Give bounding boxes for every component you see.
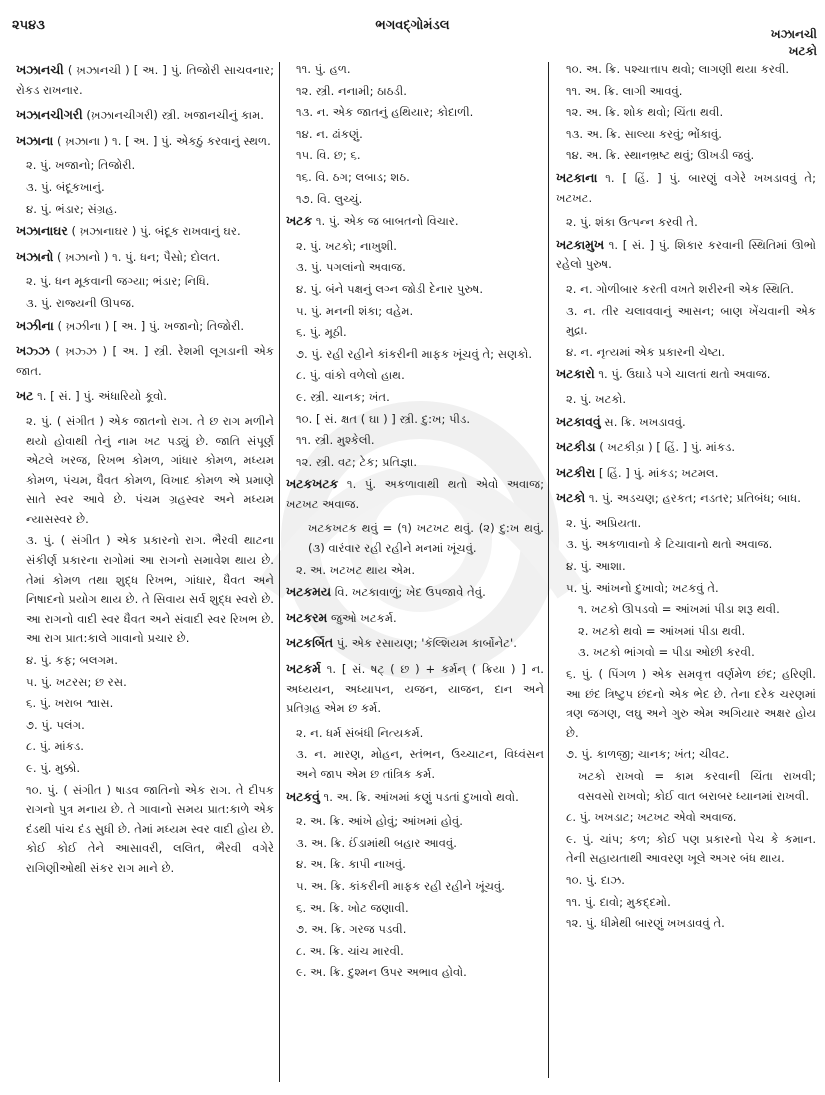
sense-line: ૯. અ. ક્રિ. દુશ્મન ઉપર અભાવ હોવો. [296,965,467,980]
sense-line: ૧૪. અ. ક્રિ. સ્થાનભ્રષ્ટ થવું; ઊખડી જવું. [566,148,755,163]
dictionary-entry [556,463,816,484]
dictionary-entry [556,412,816,433]
headword: ખટકાવવું [556,413,601,429]
idiom-line: ૧. ખટકો ઊપડવો = આંખમાં પીડા શરૂ થવી. [578,602,780,617]
dictionary-entry [286,211,544,232]
dictionary-entry [16,221,274,242]
sense-line: ૬. અ. ક્રિ. ખોટ જણાવી. [296,900,409,915]
dictionary-entry [556,488,816,509]
sense-line: ૨. પું. ખટકો. [566,391,627,406]
sense-line: ૧૧. પું. દાવો; મુકદ્દમો. [566,894,671,909]
sense-line: ૧૩. ન. એક જાતનું હથિયાર; કોદાળી. [296,105,474,120]
headword: ખટકમય [286,584,332,600]
sense-line: ૬. પું. ખરાબ શ્વાસ. [26,696,114,711]
definition-text: ( ખ઼ઝાનચી ) [ અ. ] પું. તિજોરી સાચવનાર; રોકડ રાખનાર. [16,63,274,97]
column-divider [279,62,280,1082]
page-title: ભગવદ્ગોમંડલ [375,18,450,33]
definition-text: ( ખ઼ઝીના ) [ અ. ] પું. ખજાનો; તિજોરી. [53,318,245,333]
sense-line: ૨. ન. ગોળીબાર કરતી વખતે શરીરની એક સ્થિતિ. [566,281,794,296]
definition-text: પું. એક રસાયણ; 'કૅલ્શિયમ કાર્બોનેટ'. [333,636,517,651]
sense-line: ૧૦. પું. ( સંગીત ) ષાડવ જાતિનો એક રાગ. તે દીપક રાગનો પુત્ર મનાય છે. તે ગાવાનો સમય પ્રાત:કાળે એક દંડથી પાંચ દંડ સુધી છે. તેમાં મધ્યમ સ્વર વાદી હોય છે. કોઈ કોઈ તેને આસાવરી, લલિત, ભૈરવી વગેરે રાગિણીઓથી સંકર રાગ માને છે. [26,782,274,875]
definition-text: જુઓ ખટકર્મ. [327,610,397,625]
dictionary-entry [16,131,274,152]
sense-line: ૨. અ. ખટખટ થાય એમ. [296,562,416,577]
sense-line: ૧૦. [ સં. ક્ષત ( ઘા ) ] સ્ત્રી. દુ:ખ; પીડ. [296,411,471,426]
headword: ખટકર્મ [286,661,321,677]
headword: ખટકરમ [286,609,328,625]
sense-line: ૪. પું. બંને પક્ષનું લગ્ન જોડી દેનાર પુરુષ. [296,281,484,296]
sense-line: ૬. પું. ( પિંગળ ) એક સમવૃત્ત વર્ણમેળ છંદ; હરિણી. આ છંદ ત્રિષ્ટુપ છંદનો એક ભેદ છે. તેના દરેક ચરણમાં ત્રણ જગણ, લઘુ અને ગુરુ એમ અગિયાર અક્ષર હોય છે. [566,667,816,740]
sense-line: ૩. પું. પગલાંનો અવાજ. [296,260,406,275]
sense-line: ૭. અ. ક્રિ. ગરજ પડવી. [296,922,407,937]
guide-word-last: ખટકો [788,44,817,58]
dictionary-entry [286,608,544,629]
dictionary-entry [286,659,544,719]
page-header [0,0,825,56]
sense-line: ૫. અ. ક્રિ. કાંકરીની માફક રહી રહીને ખૂંચવું. [296,878,505,893]
sense-line: ૪. પું. કફ; બલગમ. [26,653,118,668]
idiom-line: ખટકો રાખવો = કામ કરવાની ચિંતા રાખવી; વસવસો રાખવો; કોઈ વાત બરાબર ધ્યાનમાં રાખવી. [578,769,816,803]
sense-line: ૩. પું. અકળાવાનો કે ટિચાવાનો થતો અવાજ. [566,537,773,552]
dictionary-entry [286,633,544,654]
sense-line: ૧૨. સ્ત્રી. નનામી; ઠાઠડી. [296,83,407,98]
column-1 [16,60,274,881]
definition-text: ( ખ઼ઝાનાઘર ) પું. બંદૂક રાખવાનું ઘર. [67,224,241,239]
sense-line: ૪. પું. ભંડાર; સંગ્રહ. [26,201,118,216]
sense-line: ૧૧. સ્ત્રી. મુશ્કેલી. [296,433,375,448]
sense-line: ૧૬. વિ. ઠગ; લબાડ; શઠ. [296,169,410,184]
sense-line: ૨. પું. ખટકો; નાખુશી. [296,238,397,253]
sense-line: ૪. ન. નૃત્યમાં એક પ્રકારની ચેષ્ટા. [566,344,726,359]
headword: ખટકો [556,490,586,506]
sense-line: ૩. પું. રાજ્યની ઊપજ. [26,295,135,310]
sense-line: ૫. પું. આંખનો દુખાવો; ખટકવું તે. [566,580,719,595]
definition-text: વિ. ખટકાવાળું; ખેદ ઉપજાવે તેવું. [331,585,486,600]
sense-line: ૨. પું. શંકા ઉત્પન્ન કરવી તે. [566,215,698,230]
sense-line: ૨. પું. ( સંગીત ) એક જાતનો રાગ. તે છ રાગ મળીને થયો હોવાથી તેનું નામ ખટ પડ્યું છે. જાતિ સંપૂર્ણ એટલે ખરજ, રિખભ કોમળ, ગાંધાર કોમળ, મધ્યમ કોમળ, પંચમ, ધૈવત કોમળ, વિખાદ કોમળ એ પ્રમાણે સાતે સ્વર આવે છે. પંચમ ગ્રહસ્વર અને મધ્યમ ન્યાસસ્વર છે. [26,413,274,526]
sense-line: ૩. પું. બંદૂકખાનું. [26,179,105,194]
headword: ખટકામુખ [556,236,605,252]
sense-line: ૮. અ. ક્રિ. ચાંચ મારવી. [296,943,404,958]
headword: ખટકીડા [556,439,596,455]
sense-line: ૮. પું. વાંકો વળેલો હાથ. [296,368,405,383]
sense-line: ૨. પું. અપ્રિયતા. [566,515,642,530]
definition-text: [ હિં. ] પું. માંકડ; ખટમલ. [595,465,719,480]
dictionary-entry [556,168,816,208]
sense-line: ૨. ન. ધર્મ સંબંધી નિત્યકર્મ. [296,725,424,740]
headword: ખટકખટક [286,476,339,492]
dictionary-entry [16,341,274,381]
headword: ખટક [286,213,313,229]
sense-line: ૨. પું. ધન મૂકવાની જગ્યા; ભંડાર; નિધિ. [26,274,210,289]
sense-line: ૫. પું. ખટરસ; છ રસ. [26,674,127,689]
headword: ખટકર્બિત [286,635,334,651]
definition-text: ૧. પું. અડચણ; હરકત; નડતર; પ્રતિબંધ; બાધ. [585,491,801,506]
sense-line: ૧૭. વિ. લુચ્ચું. [296,191,363,206]
sense-line: ૧૨. પું. ધીમેથી બારણું ખખડાવવું તે. [566,916,725,931]
sense-line: ૪. પું. આશા. [566,559,626,574]
definition-text: ( ખ઼ઝાનો ) ૧. પું. ધન; પૈસો; દોલત. [53,249,221,264]
column-2 [286,60,544,985]
sense-line: ૮. પું. ખખડાટ; ખટખટ એવો અવાજ. [566,810,737,825]
dictionary-entry [556,364,816,385]
sense-line: ૭. પું. રહી રહીને કાંકરીની માફક ખૂંચવું તે; સણકો. [296,346,533,361]
dictionary-entry [16,105,274,126]
definition-text: સ. ક્રિ. ખખડાવવું. [600,414,686,429]
guide-word-first: ખઝાનચી [770,27,817,41]
sense-line: ૭. પું. કાળજી; ચાનક; ખંત; ચીવટ. [566,747,730,762]
dictionary-entry [286,787,544,808]
headword: ખઝાનચીગરી [16,107,83,123]
sense-line: ૩. ન. તીર ચલાવવાનું આસન; બાણ ખેંચવાની એક મુદ્રા. [566,303,816,338]
dictionary-entry [286,474,544,514]
dictionary-entry [16,386,274,407]
sense-line: ૫. પું. મનની શંકા; વહેમ. [296,303,414,318]
headword: ખટકાના [556,169,598,185]
definition-text: ( ખટકીડ઼ા ) [ હિં. ] પું. માંકડ. [595,440,736,455]
dictionary-entry [556,437,816,458]
headword: ખઝ્ઝ [16,343,50,359]
page-number: ૨૫૪૩ [12,18,45,33]
sense-line: ૪. અ. ક્રિ. કાપી નાખવું. [296,857,406,872]
sense-line: ૧૨. સ્ત્રી. વટ; ટેક; પ્રતિજ્ઞા. [296,454,418,469]
definition-text: ૧. [ સં. ષટ્ ( છ ) + કર્મન્ ( ક્રિયા ) ] ન. અધ્યયન, અધ્યાપન, યજન, યાજન, દાન અને પ્રતિગ્રહ એમ છ કર્મ. [286,662,544,716]
definition-text: ૧. પું. ઉઘાડે પગે ચાલતાં થતો અવાજ. [594,367,771,382]
sense-line: ૨. પું. ખજાનો; તિજોરી. [26,158,136,173]
sense-line: ૧૫. વિ. છ; ૬. [296,148,361,163]
sense-line: ૯. પું. મુક્કો. [26,761,81,775]
headword: ખટકીરા [556,464,596,480]
headword: ખઝાનાઘર [16,223,68,239]
dictionary-entry [286,582,544,603]
headword: ખટ [16,388,34,404]
dictionary-entry [16,316,274,337]
sense-line: ૭. પું. પલંગ. [26,717,85,732]
idiom-line: ખટકખટક થવું = (૧) ખટખટ થવું. (૨) દુ:ખ થવું. (૩) વારંવાર રહી રહીને મનમાં ખૂંચવું. [308,521,544,556]
definition-text: ૧. પું. એક જ બાબતનો વિચાર. [312,214,459,229]
dictionary-entry [556,235,816,275]
sense-line: ૩. અ. ક્રિ. ઈંડામાંથી બહાર આવવું. [296,835,457,850]
definition-text: ( ખ઼ઝાના ) ૧. [ અ. ] પું. એકઠું કરવાનું સ્થળ. [53,133,271,148]
sense-line: ૧૦. પું. દાઝ. [566,872,625,887]
column-divider [548,62,549,1078]
sense-line: ૧૧. અ. ક્રિ. લાગી આવવું. [566,83,683,98]
headword: ખઝાનચી [16,62,64,77]
idiom-line: ૩. ખટકો ભાંગવો = પીડા ઓછી કરવી. [578,645,755,660]
sense-line: ૯. પું. ચાંપ; કળ; કોઈ પણ પ્રકારનો પેચ કે કમાન. તેની સહાયતાથી આવરણ ખૂલે અગર બંધ થાય. [566,831,816,866]
headword: ખટકારો [556,366,595,382]
sense-line: ૮. પું. માંકડ. [26,739,84,754]
sense-line: ૧૩. અ. ક્રિ. સાલ્યા કરવું; ભોંકાવું. [566,126,722,141]
idiom-line: ૨. ખટકો થવો = આંખમાં પીડા થવી. [578,623,746,638]
definition-text: ૧. [ હિં. ] પું. બારણું વગેરે ખખડાવવું તે; ખટખટ. [556,170,816,205]
column-3 [556,60,816,936]
headword: ખઝાનો [16,248,54,264]
definition-text: ૧. [ સં. ] પું. અંધારિયો કૂવો. [33,389,167,404]
headword: ખઝાના [16,132,54,148]
definition-text: ( ખ઼ઝ્ઝ ) [ અ. ] સ્ત્રી. રેશમી લૂગડાની એક જાત. [16,344,274,378]
sense-line: ૯. સ્ત્રી. ચાનક; ખંત. [296,389,390,404]
sense-line: ૨. અ. ક્રિ. આંખે હોવું; આંખમાં હોવું. [296,814,463,829]
definition-text: ૧. અ. ક્રિ. આંખમાં કણું પડતાં દુખાવો થવો. [319,789,519,804]
dictionary-entry [16,247,274,268]
sense-line: ૧૪. ન. ઢાંકણું. [296,126,363,141]
headword: ખટકવું [286,788,320,804]
dictionary-entry [16,60,274,100]
guide-words [771,26,817,60]
definition-text: (ખ઼ઝાનચીગરી) સ્ત્રી. ખજાનચીનું કામ. [82,108,264,123]
sense-line: ૩. ન. મારણ, મોહન, સ્તંભન, ઉચ્ચાટન, વિધ્વંસન અને જાપ એમ છ તાંત્રિક કર્મ. [296,747,544,781]
definition-text: ૧. પું. અકળાવાથી થતો એવો અવાજ; ખટખટ અવાજ. [286,477,544,511]
sense-line: ૧૧. પું. હળ. [296,62,351,76]
sense-line: ૧૨. અ. ક્રિ. શોક થવો; ચિંતા થવી. [566,105,724,120]
headword: ખઝીના [16,317,54,333]
sense-line: ૩. પું. ( સંગીત ) એક પ્રકારનો રાગ. ભૈરવી થાટના સંકીર્ણ પ્રકારના રાગોમાં આ રાગનો સમાવેશ થાય છે. તેમાં કોમળ તથા શુદ્ધ રિખભ, ગાંધાર, ધૈવત અને નિષાદનો પ્રયોગ થાય છે. તે સિવાય સર્વ શુદ્ધ સ્વરો છે. આ રાગનો વાદી સ્વર ધૈવત અને સંવાદી સ્વર રિખભ છે. આ રાગ પ્રાત:કાલે ગાવાનો પ્રચાર છે. [26,533,274,646]
definition-text: ૧. [ સં. ] પું. શિકાર કરવાની સ્થિતિમાં ઊભો રહેલો પુરુષ. [556,237,816,272]
sense-line: ૧૦. અ. ક્રિ. પશ્ચાત્તાપ થવો; લાગણી થયા કરવી. [566,62,790,76]
sense-line: ૬. પું. મૂઠી. [296,325,347,340]
